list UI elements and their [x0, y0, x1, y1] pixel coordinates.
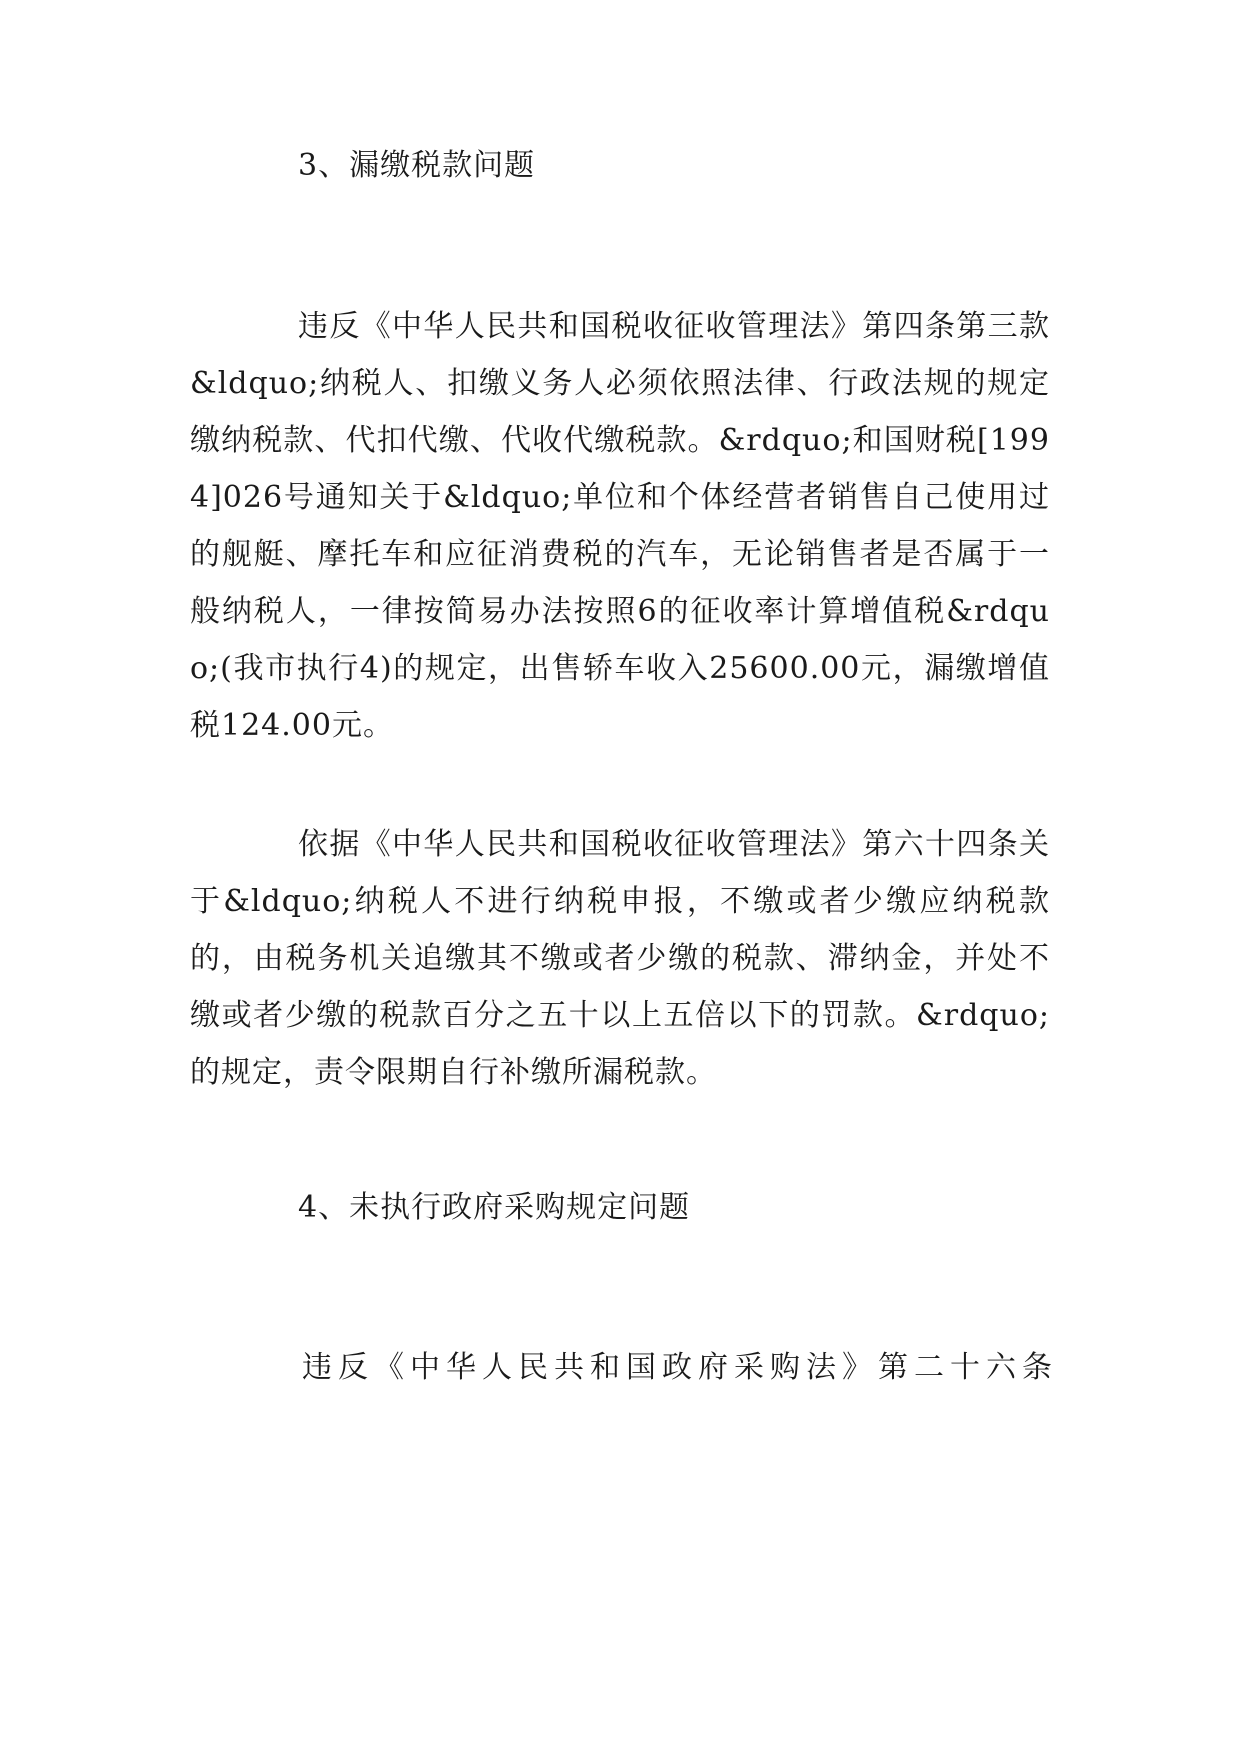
section-4-heading: 4、未执行政府采购规定问题 — [298, 1190, 691, 1225]
section-3-basis-paragraph: 依据《中华人民共和国税收征收管理法》第六十四条关于&ldquo;纳税人不进行纳税申报，不缴或者少缴应纳税款的，由税务机关追缴其不缴或者少缴的税款、滞纳金，并处不缴或者少缴的税款百分之五十以上五倍以下的罚款。&rdquo;的规定，责令限期自行补缴所漏税款。 — [190, 827, 1050, 1090]
section-3-heading: 3、漏缴税款问题 — [298, 148, 536, 183]
section-4-violation-paragraph: 违反《中华人民共和国政府采购法》第二十六条 — [302, 1350, 1058, 1385]
section-3-violation-paragraph: 违反《中华人民共和国税收征收管理法》第四条第三款&ldquo;纳税人、扣缴义务人必须依照法律、行政法规的规定缴纳税款、代扣代缴、代收代缴税款。&rdquo;和国财税[1994]026号通知关于&ldquo;单位和个体经营者销售自己使用过的舰艇、摩托车和应征消费税的汽车，无论销售者是否属于一般纳税人，一律按简易办法按照6的征收率计算增值税&rdquo;(我市执行4)的规定，出售轿车收入25600.00元，漏缴增值税124.00元。 — [190, 309, 1050, 743]
